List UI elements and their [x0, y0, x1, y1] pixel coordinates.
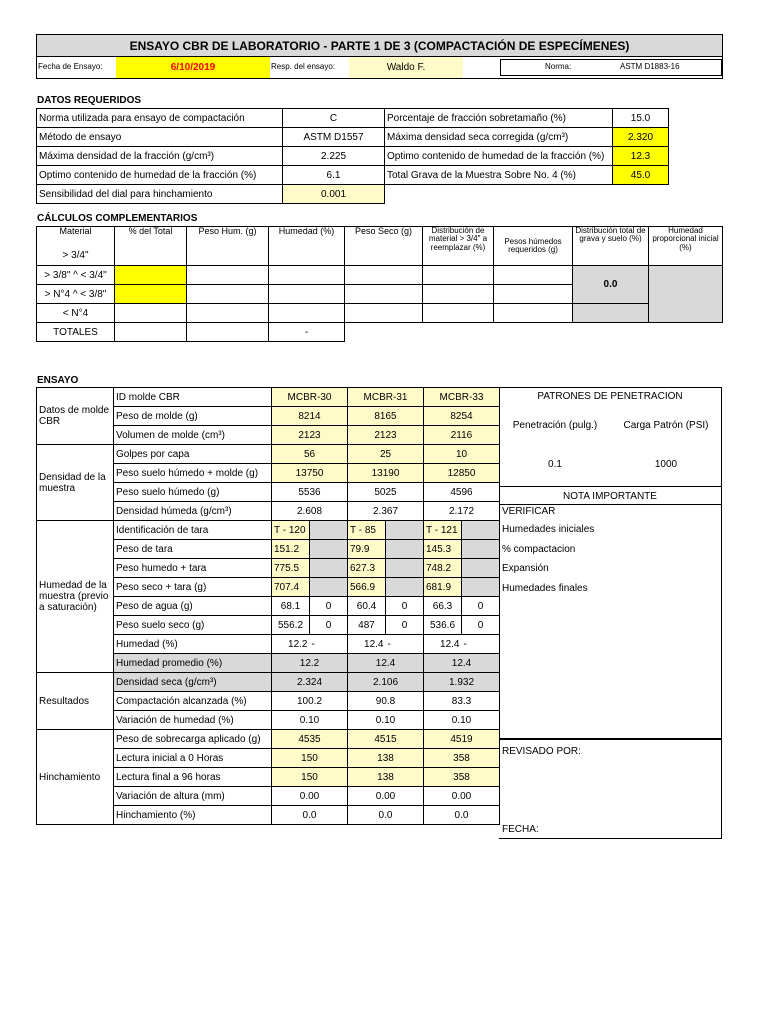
row-label: Peso de agua (g) [114, 597, 272, 616]
dash: - [462, 635, 500, 654]
dens-hum: 2.172 [424, 502, 500, 521]
calc-cell [115, 285, 187, 304]
norma-box [500, 59, 722, 76]
ensayo-row [37, 730, 500, 749]
calc-material: < N°4 [37, 304, 115, 323]
row-label: Peso seco + tara (g) [114, 578, 272, 597]
group-resultados: Resultados [37, 673, 114, 730]
calc-header: Pesos húmedos requeridos (g) [494, 227, 573, 266]
blank [310, 559, 348, 578]
datos-value: 2.225 [283, 147, 385, 166]
datos-right-table [384, 108, 669, 185]
peso-seco-tara: 566.9 [348, 578, 386, 597]
calc-cell [423, 285, 494, 304]
calc-material: > N°4 ^ < 3/8" [37, 285, 115, 304]
ensayo-row [37, 673, 500, 692]
tara-id-blank [310, 521, 348, 540]
calc-totales-dash: - [269, 323, 345, 342]
resp-label: Resp. del ensayo: [271, 62, 336, 72]
calc-cell [423, 323, 494, 342]
row-label: Volumen de molde (cm³) [114, 426, 272, 445]
nota-item: % compactacion [502, 544, 576, 555]
row-label: Densidad seca (g/cm³) [114, 673, 272, 692]
peso-molde: 8165 [348, 407, 424, 426]
row-label: Peso de molde (g) [114, 407, 272, 426]
molde-id: MCBR-30 [272, 388, 348, 407]
page-title [36, 34, 723, 57]
norma-value: ASTM D1883-16 [620, 62, 680, 72]
zero: 0 [462, 616, 500, 635]
dens-seca: 1.932 [424, 673, 500, 692]
peso-tara: 145.3 [424, 540, 462, 559]
calc-header: Humedad (%) [269, 227, 345, 266]
dens-hum: 2.608 [272, 502, 348, 521]
tara-id: T - 85 [348, 521, 386, 540]
psh: 5025 [348, 483, 424, 502]
tara-id-blank [462, 521, 500, 540]
datos-right-row [385, 166, 669, 185]
datos-value: 45.0 [613, 166, 669, 185]
blank [310, 540, 348, 559]
blank [386, 559, 424, 578]
var-hum: 0.10 [424, 711, 500, 730]
datos-label: Método de ensayo [37, 128, 283, 147]
calc-cell [187, 266, 269, 285]
lect-fin: 138 [348, 768, 424, 787]
psh: 4596 [424, 483, 500, 502]
row-label: Humedad (%) [114, 635, 272, 654]
datos-value: 15.0 [613, 109, 669, 128]
datos-label: Máxima densidad de la fracción (g/cm³) [37, 147, 283, 166]
calc-cell [423, 266, 494, 285]
calc-material: > 3/4" [37, 247, 115, 266]
ensayo-section-title: ENSAYO [37, 375, 79, 386]
datos-section-title: DATOS REQUERIDOS [37, 95, 142, 106]
calc-header: Peso Seco (g) [345, 227, 423, 266]
peso-agua: 66.3 [424, 597, 462, 616]
datos-right-row [385, 147, 669, 166]
calc-cell [345, 304, 423, 323]
calc-cell [115, 304, 187, 323]
peso-suelo-seco: 556.2 [272, 616, 310, 635]
ensayo-table [36, 387, 500, 825]
row-label: Peso suelo húmedo (g) [114, 483, 272, 502]
compact: 100.2 [272, 692, 348, 711]
fecha-label: Fecha de Ensayo: [38, 62, 103, 72]
blank [462, 578, 500, 597]
calc-cell [187, 285, 269, 304]
tara-id-blank [386, 521, 424, 540]
datos-left-row [37, 128, 385, 147]
datos-label: Sensibilidad del dial para hinchamiento [37, 185, 283, 204]
datos-label: Norma utilizada para ensayo de compactación [37, 109, 283, 128]
revisado-label: REVISADO POR: [502, 746, 581, 757]
peso-molde: 8214 [272, 407, 348, 426]
datos-label: Optimo contenido de humedad de la fracción (%) [37, 166, 283, 185]
peso-molde: 8254 [424, 407, 500, 426]
molde-id: MCBR-33 [424, 388, 500, 407]
calc-cell [115, 266, 187, 285]
calc-cell [187, 304, 269, 323]
row-label: Lectura inicial a 0 Horas [114, 749, 272, 768]
peso-agua: 68.1 [272, 597, 310, 616]
datos-left-row [37, 166, 385, 185]
ensayo-row [37, 445, 500, 464]
peso-seco-tara: 681.9 [424, 578, 462, 597]
patrones-title: PATRONES DE PENETRACIÓN [537, 391, 683, 402]
datos-value: C [283, 109, 385, 128]
nota-item: Expansión [502, 563, 549, 574]
calculos-header-row [37, 227, 723, 247]
lect-ini: 150 [272, 749, 348, 768]
patrones-col1: Penetración (pulg.) [512, 420, 598, 431]
datos-value: 6.1 [283, 166, 385, 185]
datos-left-row [37, 147, 385, 166]
datos-right-row [385, 109, 669, 128]
calc-cell [423, 304, 494, 323]
calculos-section-title: CÁLCULOS COMPLEMENTARIOS [37, 213, 198, 224]
compact: 90.8 [348, 692, 424, 711]
lect-fin: 358 [424, 768, 500, 787]
dens-seca: 2.324 [272, 673, 348, 692]
dash: - [310, 635, 348, 654]
row-label: Hinchamiento (%) [114, 806, 272, 825]
row-label: Lectura final a 96 horas [114, 768, 272, 787]
calc-cell [494, 323, 573, 342]
lect-fin: 150 [272, 768, 348, 787]
zero: 0 [386, 616, 424, 635]
peso-agua: 60.4 [348, 597, 386, 616]
group-humedad: Humedad de la muestra (previo a saturación) [37, 521, 114, 673]
calc-totales-row [37, 323, 723, 342]
golpes: 25 [348, 445, 424, 464]
nota-panel [499, 487, 722, 739]
dens-seca: 2.106 [348, 673, 424, 692]
lect-ini: 358 [424, 749, 500, 768]
datos-value: 0.001 [283, 185, 385, 204]
humedad: 12.4 [424, 635, 462, 654]
var-hum: 0.10 [272, 711, 348, 730]
calc-header: Peso Hum. (g) [187, 227, 269, 266]
calc-row [37, 266, 723, 285]
var-alt: 0.00 [272, 787, 348, 806]
blank [386, 578, 424, 597]
page-title-text: ENSAYO CBR DE LABORATORIO - PARTE 1 DE 3 (COMPACTACIÓN DE ESPECÍMENES) [129, 38, 630, 53]
golpes: 10 [424, 445, 500, 464]
peso-tara: 79.9 [348, 540, 386, 559]
calc-cell [269, 304, 345, 323]
var-alt: 0.00 [348, 787, 424, 806]
humedad: 12.4 [348, 635, 386, 654]
row-label: Peso suelo seco (g) [114, 616, 272, 635]
group-datos-molde: Datos de molde CBR [37, 388, 114, 445]
patrones-v1: 0.1 [548, 459, 562, 470]
zero: 0 [310, 597, 348, 616]
hinch: 0.0 [348, 806, 424, 825]
vol-molde: 2123 [348, 426, 424, 445]
row-label: Peso de sobrecarga aplicado (g) [114, 730, 272, 749]
datos-label: Porcentaje de fracción sobretamaño (%) [385, 109, 613, 128]
calc-cell [345, 266, 423, 285]
calc-cell [269, 285, 345, 304]
datos-value: 2.320 [613, 128, 669, 147]
tara-id: T - 120 [272, 521, 310, 540]
hinch: 0.0 [424, 806, 500, 825]
row-label: Variación de altura (mm) [114, 787, 272, 806]
calculos-table [36, 226, 723, 342]
datos-right-row [385, 128, 669, 147]
nota-item: Humedades iniciales [502, 524, 595, 535]
psh-molde: 13750 [272, 464, 348, 483]
sobrecarga: 4535 [272, 730, 348, 749]
datos-label: Máxima densidad seca corregida (g/cm³) [385, 128, 613, 147]
calc-material: > 3/8" ^ < 3/4" [37, 266, 115, 285]
calc-totales-label: TOTALES [37, 323, 115, 342]
patrones-panel [499, 387, 722, 487]
dash: - [386, 635, 424, 654]
group-densidad: Densidad de la muestra [37, 445, 114, 521]
resp-value: Waldo F. [349, 57, 463, 78]
calc-header: Distribución de material > 3/4" a reemplazar (%) [423, 227, 494, 266]
nota-item: Humedades finales [502, 583, 588, 594]
nota-divider [499, 504, 721, 505]
calc-cell [269, 266, 345, 285]
vol-molde: 2116 [424, 426, 500, 445]
datos-left-row [37, 109, 385, 128]
ensayo-row [37, 388, 500, 407]
datos-value: ASTM D1557 [283, 128, 385, 147]
calc-header: Material [37, 227, 115, 247]
var-alt: 0.00 [424, 787, 500, 806]
vol-molde: 2123 [272, 426, 348, 445]
calc-cell [649, 266, 723, 323]
zero: 0 [310, 616, 348, 635]
peso-suelo-seco: 487 [348, 616, 386, 635]
sobrecarga: 4519 [424, 730, 500, 749]
hum-prom: 12.4 [348, 654, 424, 673]
sobrecarga: 4515 [348, 730, 424, 749]
nota-item: VERIFICAR [502, 506, 556, 517]
peso-suelo-seco: 536.6 [424, 616, 462, 635]
calc-header: % del Total [115, 227, 187, 266]
calc-row [37, 304, 723, 323]
row-label: Golpes por capa [114, 445, 272, 464]
row-label: ID molde CBR [114, 388, 272, 407]
calc-cell [573, 304, 649, 323]
calc-cell [494, 266, 573, 285]
row-label: Compactación alcanzada (%) [114, 692, 272, 711]
golpes: 56 [272, 445, 348, 464]
datos-label: Total Grava de la Muestra Sobre No. 4 (%) [385, 166, 613, 185]
calc-cell [494, 304, 573, 323]
fecha-value: 6/10/2019 [116, 57, 270, 78]
header-row [36, 57, 723, 79]
blank [462, 559, 500, 578]
fecha-firma-label: FECHA: [502, 824, 539, 835]
datos-value: 12.3 [613, 147, 669, 166]
row-label: Peso de tara [114, 540, 272, 559]
row-label: Densidad húmeda (g/cm³) [114, 502, 272, 521]
lect-ini: 138 [348, 749, 424, 768]
peso-tara: 151.2 [272, 540, 310, 559]
humedad: 12.2 [272, 635, 310, 654]
blank [462, 540, 500, 559]
dens-hum: 2.367 [348, 502, 424, 521]
norma-label: Norma: [545, 62, 572, 72]
calc-cell [649, 323, 723, 342]
peso-hum-tara: 748.2 [424, 559, 462, 578]
ensayo-row [37, 521, 500, 540]
row-label: Variación de humedad (%) [114, 711, 272, 730]
psh: 5536 [272, 483, 348, 502]
compact: 83.3 [424, 692, 500, 711]
zero: 0 [386, 597, 424, 616]
patrones-v2: 1000 [654, 459, 678, 470]
calc-dist-total: 0.0 [573, 266, 649, 304]
molde-id: MCBR-31 [348, 388, 424, 407]
group-hinchamiento: Hinchamiento [37, 730, 114, 825]
blank [310, 578, 348, 597]
psh-molde: 13190 [348, 464, 424, 483]
nota-title: NOTA IMPORTANTE [563, 491, 657, 502]
calc-cell [187, 323, 269, 342]
calc-cell [345, 285, 423, 304]
datos-left-row [37, 185, 385, 204]
hum-prom: 12.4 [424, 654, 500, 673]
row-label: Peso humedo + tara [114, 559, 272, 578]
calc-cell [345, 323, 423, 342]
peso-hum-tara: 627.3 [348, 559, 386, 578]
row-label: Humedad promedio (%) [114, 654, 272, 673]
calc-header: Distribución total de grava y suelo (%) [573, 227, 649, 266]
datos-left-table [36, 108, 385, 204]
revisado-panel [499, 739, 722, 839]
calc-cell [573, 323, 649, 342]
calc-cell [115, 323, 187, 342]
row-label: Identificación de tara [114, 521, 272, 540]
var-hum: 0.10 [348, 711, 424, 730]
hinch: 0.0 [272, 806, 348, 825]
row-label: Peso suelo húmedo + molde (g) [114, 464, 272, 483]
patrones-col2: Carga Patrón (PSI) [623, 420, 709, 431]
zero: 0 [462, 597, 500, 616]
tara-id: T - 121 [424, 521, 462, 540]
datos-label: Optimo contenido de humedad de la fracción (%) [385, 147, 613, 166]
psh-molde: 12850 [424, 464, 500, 483]
peso-seco-tara: 707.4 [272, 578, 310, 597]
calc-cell [494, 285, 573, 304]
calc-header: Humedad proporcional inicial (%) [649, 227, 723, 266]
blank [386, 540, 424, 559]
peso-hum-tara: 775.5 [272, 559, 310, 578]
hum-prom: 12.2 [272, 654, 348, 673]
